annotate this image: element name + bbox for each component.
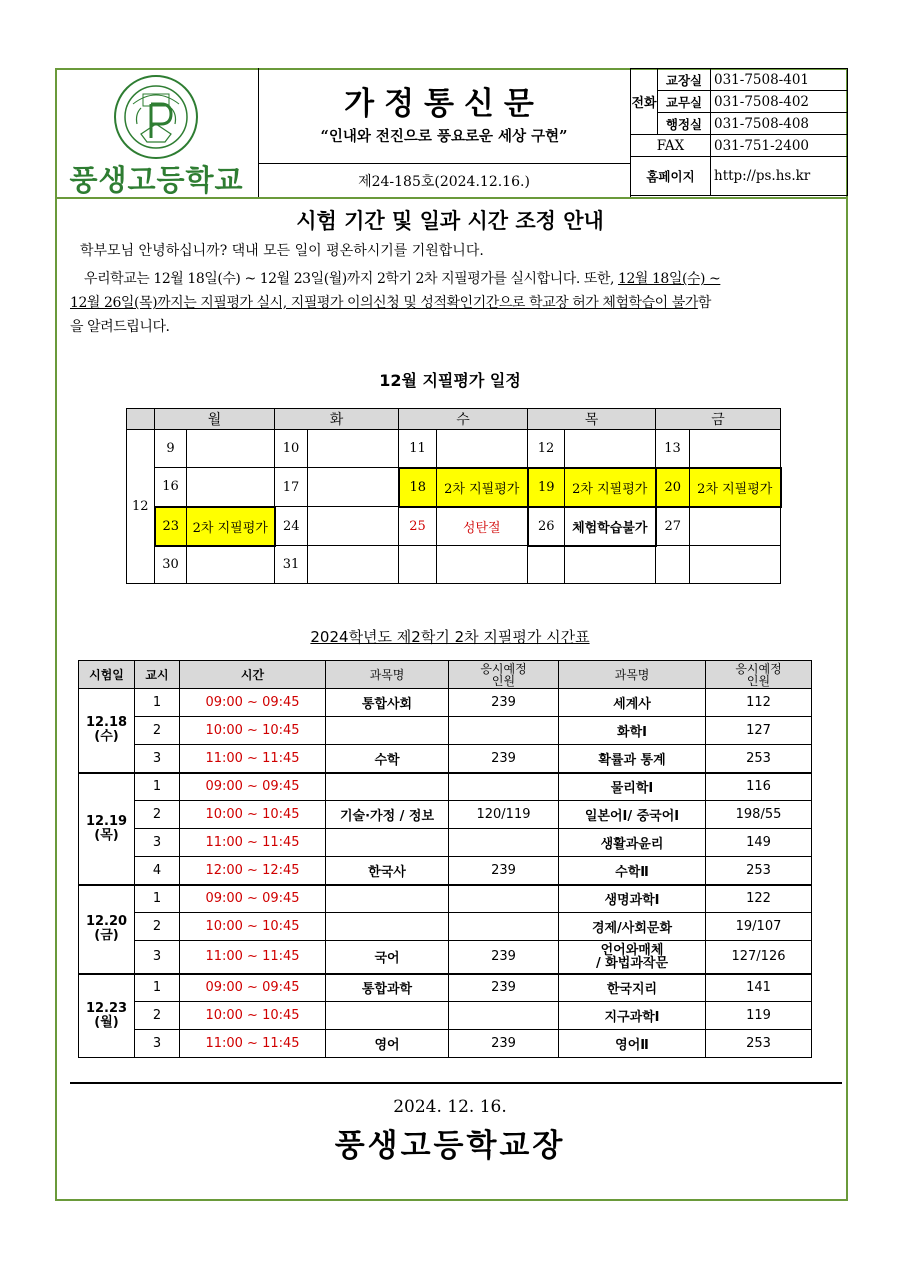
calendar-date bbox=[399, 546, 437, 584]
calendar-date: 17 bbox=[275, 468, 308, 507]
count-cell bbox=[449, 829, 559, 857]
exam-date bbox=[79, 885, 135, 974]
calendar-date: 19 bbox=[528, 468, 565, 507]
count-cell bbox=[449, 717, 559, 745]
calendar-event bbox=[308, 546, 399, 584]
calendar-event bbox=[690, 546, 781, 584]
calendar-event bbox=[690, 430, 781, 468]
calendar-date: 27 bbox=[656, 507, 690, 546]
time-cell: 09:00 ~ 09:45 bbox=[180, 885, 326, 913]
calendar-title: 12월 지필평가 일정 bbox=[379, 371, 521, 390]
exam-date-day: 12.20 bbox=[85, 914, 128, 929]
count-cell: 253 bbox=[706, 857, 812, 885]
count-cell bbox=[449, 773, 559, 801]
calendar-date: 24 bbox=[275, 507, 308, 546]
notice-text: 함 bbox=[697, 295, 711, 311]
count-cell: 120/119 bbox=[449, 801, 559, 829]
count-cell: 141 bbox=[706, 974, 812, 1002]
subject-cell bbox=[326, 829, 449, 857]
count-cell: 19/107 bbox=[706, 913, 812, 941]
subject-cell bbox=[326, 913, 449, 941]
count-cell: 239 bbox=[449, 941, 559, 974]
count-cell: 119 bbox=[706, 1002, 812, 1030]
subject-cell: 생활과윤리 bbox=[559, 829, 706, 857]
period-cell: 2 bbox=[135, 717, 180, 745]
tt-header: 시간 bbox=[180, 661, 326, 689]
exam-calendar bbox=[126, 408, 782, 584]
period-cell: 2 bbox=[135, 1002, 180, 1030]
subject-cell: 영어 bbox=[326, 1030, 449, 1058]
calendar-event: 2차 지필평가 bbox=[437, 468, 528, 507]
exam-date-weekday: (목) bbox=[94, 827, 119, 843]
contact-label: 행정실 bbox=[658, 113, 711, 135]
time-cell: 11:00 ~ 11:45 bbox=[180, 829, 326, 857]
exam-date-weekday: (수) bbox=[94, 729, 119, 745]
school-motto: “인내와 전진으로 풍요로운 세상 구현” bbox=[320, 128, 568, 145]
period-cell: 1 bbox=[135, 885, 180, 913]
count-cell: 239 bbox=[449, 1030, 559, 1058]
phone-label: 전화 bbox=[631, 69, 658, 135]
calendar-event bbox=[308, 468, 399, 507]
fax-label: FAX bbox=[631, 135, 711, 157]
tt-header: 과목명 bbox=[326, 661, 449, 689]
time-cell: 11:00 ~ 11:45 bbox=[180, 745, 326, 773]
subject-cell: 확률과 통계 bbox=[559, 745, 706, 773]
period-cell: 3 bbox=[135, 829, 180, 857]
calendar-date: 16 bbox=[155, 468, 187, 507]
calendar-event: 체험학습불가 bbox=[565, 507, 656, 546]
homepage-label: 홈페이지 bbox=[631, 157, 711, 196]
contact-value: 031-7508-402 bbox=[711, 91, 848, 113]
count-cell: 239 bbox=[449, 745, 559, 773]
calendar-event: 2차 지필평가 bbox=[187, 507, 275, 546]
tt-header: 교시 bbox=[135, 661, 180, 689]
calendar-date: 31 bbox=[275, 546, 308, 584]
calendar-date: 11 bbox=[399, 430, 437, 468]
time-cell: 10:00 ~ 10:45 bbox=[180, 717, 326, 745]
day-header: 월 bbox=[155, 409, 275, 430]
period-cell: 1 bbox=[135, 689, 180, 717]
sign-date: 2024. 12. 16. bbox=[393, 1097, 507, 1117]
subject-cell: 지구과학Ⅰ bbox=[559, 1002, 706, 1030]
period-cell: 1 bbox=[135, 974, 180, 1002]
subject-cell: 한국지리 bbox=[559, 974, 706, 1002]
count-cell bbox=[449, 885, 559, 913]
count-cell: 239 bbox=[449, 974, 559, 1002]
subject-cell: 일본어Ⅰ/ 중국어Ⅰ bbox=[559, 801, 706, 829]
count-cell: 239 bbox=[449, 689, 559, 717]
month-label: 12 bbox=[127, 430, 155, 584]
subject-cell: 영어Ⅱ bbox=[559, 1030, 706, 1058]
subject-cell: 화학Ⅰ bbox=[559, 717, 706, 745]
subject-cell: 통합사회 bbox=[326, 689, 449, 717]
contact-label: 교무실 bbox=[658, 91, 711, 113]
calendar-date bbox=[528, 546, 565, 584]
count-cell: 127/126 bbox=[706, 941, 812, 974]
exam-date-weekday: (금) bbox=[94, 928, 119, 943]
count-cell bbox=[449, 913, 559, 941]
exam-date bbox=[79, 773, 135, 885]
time-cell: 11:00 ~ 11:45 bbox=[180, 1030, 326, 1058]
calendar-event bbox=[437, 546, 528, 584]
timetable-title: 2024학년도 제2학기 2차 지필평가 시간표 bbox=[310, 628, 590, 646]
exam-date bbox=[79, 689, 135, 773]
calendar-date: 9 bbox=[155, 430, 187, 468]
time-cell: 09:00 ~ 09:45 bbox=[180, 689, 326, 717]
period-cell: 1 bbox=[135, 773, 180, 801]
day-header: 목 bbox=[528, 409, 656, 430]
calendar-date: 12 bbox=[528, 430, 565, 468]
subject-cell: 경제/사회문화 bbox=[559, 913, 706, 941]
subject-cell: 생명과학Ⅰ bbox=[559, 885, 706, 913]
period-cell: 3 bbox=[135, 1030, 180, 1058]
calendar-event: 2차 지필평가 bbox=[565, 468, 656, 507]
tt-header: 과목명 bbox=[559, 661, 706, 689]
school-logo-area bbox=[55, 68, 258, 199]
tt-header: 응시예정 인원 bbox=[449, 661, 559, 689]
notice-title: 시험 기간 및 일과 시간 조정 안내 bbox=[296, 209, 604, 233]
period-cell: 3 bbox=[135, 745, 180, 773]
notice-text: 우리학교는 12월 18일(수) ~ 12월 23일(월)까지 2학기 2차 지필평가를 실시합니다. 또한, bbox=[84, 271, 618, 287]
exam-date-day: 12.19 bbox=[85, 813, 128, 829]
calendar-event bbox=[565, 546, 656, 584]
day-header: 금 bbox=[656, 409, 781, 430]
subject-cell: 세계사 bbox=[559, 689, 706, 717]
time-cell: 10:00 ~ 10:45 bbox=[180, 913, 326, 941]
calendar-date: 26 bbox=[528, 507, 565, 546]
count-cell: 116 bbox=[706, 773, 812, 801]
tt-header: 응시예정 인원 bbox=[706, 661, 812, 689]
contact-value: 031-7508-401 bbox=[711, 69, 848, 91]
greeting-paragraph: 학부모님 안녕하십니까? 댁내 모든 일이 평온하시기를 기원합니다. bbox=[80, 243, 484, 259]
time-cell: 09:00 ~ 09:45 bbox=[180, 974, 326, 1002]
signer-name: 풍생고등학교장 bbox=[334, 1128, 566, 1164]
notice-underlined: 12월 18일(수) ~ bbox=[617, 271, 721, 287]
calendar-event bbox=[308, 507, 399, 546]
calendar-event: 성탄절 bbox=[437, 507, 528, 546]
calendar-event bbox=[187, 546, 275, 584]
subject-cell: 수학 bbox=[326, 745, 449, 773]
calendar-event: 2차 지필평가 bbox=[690, 468, 781, 507]
calendar-event bbox=[565, 430, 656, 468]
count-cell: 253 bbox=[706, 745, 812, 773]
count-cell: 122 bbox=[706, 885, 812, 913]
day-header: 수 bbox=[399, 409, 528, 430]
count-cell: 253 bbox=[706, 1030, 812, 1058]
period-cell: 4 bbox=[135, 857, 180, 885]
count-cell: 149 bbox=[706, 829, 812, 857]
subject-cell: 기술·가정 / 정보 bbox=[326, 801, 449, 829]
subject-cell: 국어 bbox=[326, 941, 449, 974]
count-cell: 198/55 bbox=[706, 801, 812, 829]
calendar-date: 30 bbox=[155, 546, 187, 584]
calendar-event bbox=[690, 507, 781, 546]
fax-value: 031-751-2400 bbox=[711, 135, 848, 157]
time-cell: 11:00 ~ 11:45 bbox=[180, 941, 326, 974]
day-header: 화 bbox=[275, 409, 399, 430]
calendar-date: 20 bbox=[656, 468, 690, 507]
count-cell: 239 bbox=[449, 857, 559, 885]
contact-label: 교장실 bbox=[658, 69, 711, 91]
notice-text: 을 알려드립니다. bbox=[70, 319, 170, 335]
count-cell: 112 bbox=[706, 689, 812, 717]
subject-cell: 한국사 bbox=[326, 857, 449, 885]
calendar-event bbox=[187, 430, 275, 468]
calendar-date: 10 bbox=[275, 430, 308, 468]
issue-number: 제24-185호(2024.12.16.) bbox=[258, 163, 630, 200]
count-cell: 127 bbox=[706, 717, 812, 745]
period-cell: 2 bbox=[135, 913, 180, 941]
document-title: 가정통신문 bbox=[344, 86, 544, 122]
period-cell: 3 bbox=[135, 941, 180, 974]
school-emblem bbox=[113, 74, 199, 160]
school-name: 풍생고등학교 bbox=[69, 163, 244, 197]
tt-header: 시험일 bbox=[79, 661, 135, 689]
exam-date-weekday: (월) bbox=[94, 1014, 119, 1030]
homepage-link[interactable]: http://ps.hs.kr bbox=[711, 157, 848, 196]
calendar-event bbox=[308, 430, 399, 468]
subject-cell bbox=[326, 1002, 449, 1030]
subject-cell: 물리학Ⅰ bbox=[559, 773, 706, 801]
time-cell: 10:00 ~ 10:45 bbox=[180, 1002, 326, 1030]
exam-timetable bbox=[78, 660, 812, 1058]
exam-date-day: 12.23 bbox=[85, 1000, 128, 1016]
calendar-event bbox=[187, 468, 275, 507]
subject-cell bbox=[326, 885, 449, 913]
subject-cell: 수학Ⅱ bbox=[559, 857, 706, 885]
calendar-date: 13 bbox=[656, 430, 690, 468]
period-cell: 2 bbox=[135, 801, 180, 829]
time-cell: 12:00 ~ 12:45 bbox=[180, 857, 326, 885]
title-area bbox=[258, 68, 630, 199]
exam-date-day: 12.18 bbox=[85, 715, 128, 731]
calendar-event bbox=[437, 430, 528, 468]
subject-cell bbox=[326, 773, 449, 801]
time-cell: 10:00 ~ 10:45 bbox=[180, 801, 326, 829]
calendar-date: 23 bbox=[155, 507, 187, 546]
notice-paragraph bbox=[70, 267, 840, 339]
exam-date bbox=[79, 974, 135, 1058]
calendar-date bbox=[656, 546, 690, 584]
calendar-date: 18 bbox=[399, 468, 437, 507]
time-cell: 09:00 ~ 09:45 bbox=[180, 773, 326, 801]
count-cell bbox=[449, 1002, 559, 1030]
contact-value: 031-7508-408 bbox=[711, 113, 848, 135]
contact-table bbox=[630, 68, 848, 199]
subject-cell: 언어와매체 / 화법과작문 bbox=[559, 941, 706, 974]
subject-cell bbox=[326, 717, 449, 745]
notice-underlined: 12월 26일(목)까지는 지필평가 실시, 지필평가 이의신청 및 성적확인기간으로 학교장 허가 체험학습이 불가 bbox=[70, 295, 698, 311]
subject-cell: 통합과학 bbox=[326, 974, 449, 1002]
calendar-date: 25 bbox=[399, 507, 437, 546]
letterhead bbox=[55, 68, 848, 199]
divider bbox=[70, 1082, 842, 1084]
